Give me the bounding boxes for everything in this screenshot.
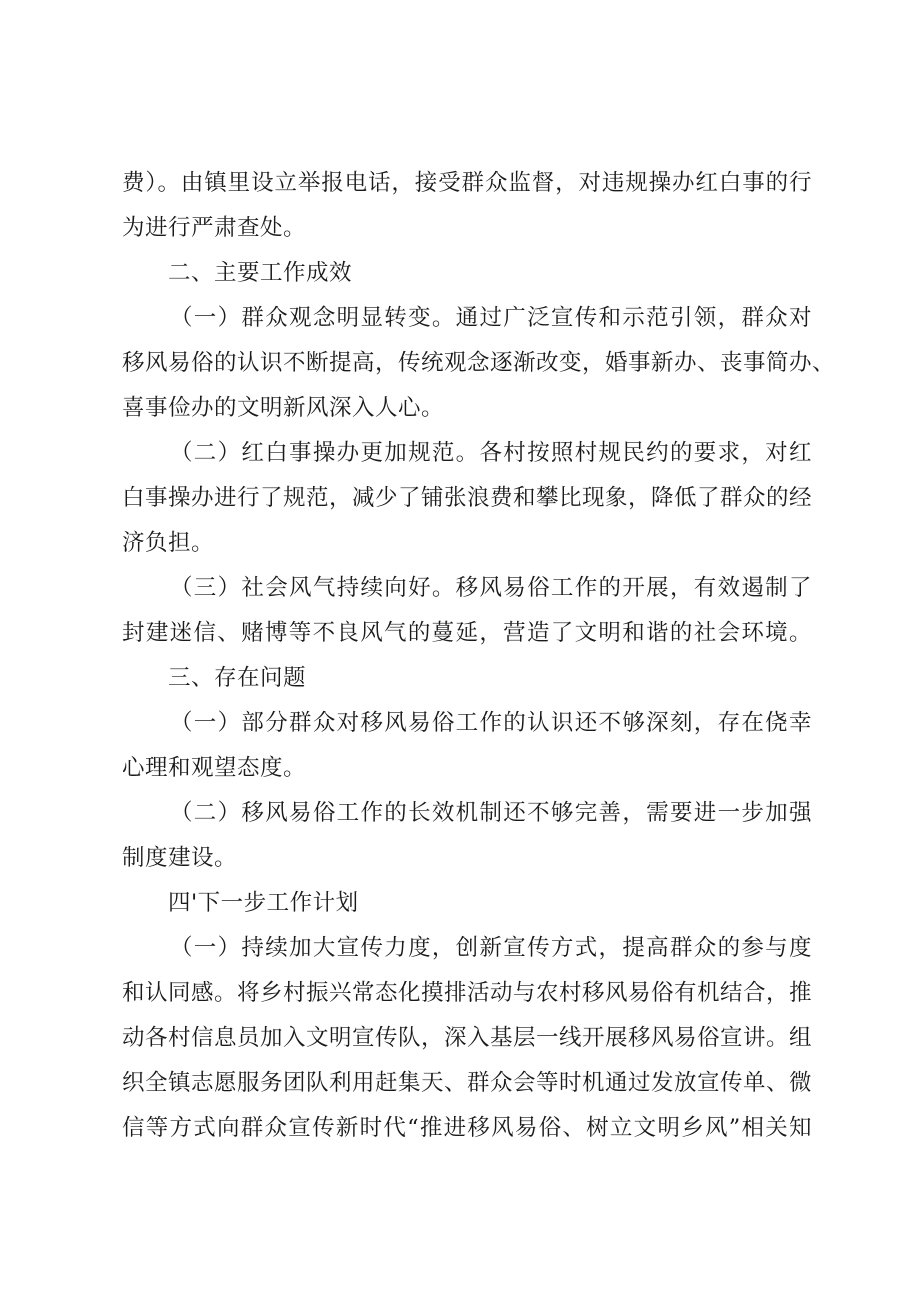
paragraph-line: 制度建设。 (122, 845, 238, 871)
paragraph-line: （一）群众观念明显转变。通过广泛宣传和示范引领，群众对 (170, 305, 812, 331)
paragraph-line: 白事操办进行了规范，减少了铺张浪费和攀比现象，降低了群众的经 (122, 485, 813, 511)
paragraph-line: 移风易俗的认识不断提高，传统观念逐渐改变，婚事新办、丧事简办、 (122, 350, 836, 376)
paragraph-line: 费）。由镇里设立举报电话，接受群众监督，对违规操办红白事的行 (122, 170, 812, 196)
paragraph-line: （一）持续加大宣传力度，创新宣传方式，提高群众的参与度 (170, 935, 812, 961)
paragraph-line: （一）部分群众对移风易俗工作的认识还不够深刻，存在侥幸 (170, 710, 812, 736)
paragraph-line: 和认同感。将乡村振兴常态化摸排活动与农村移风易俗有机结合，推 (122, 980, 813, 1006)
section-heading-next-steps: 四'下一步工作计划 (168, 890, 359, 916)
paragraph-line: 信等方式向群众宣传新时代“推进移风易俗、树立文明乡风”相关知 (122, 1115, 812, 1141)
paragraph-line: （二）红白事操办更加规范。各村按照村规民约的要求，对红 (170, 440, 812, 466)
paragraph-line: （三）社会风气持续向好。移风易俗工作的开展，有效遏制了 (170, 575, 812, 601)
paragraph-line: 心理和观望态度。 (122, 755, 307, 781)
paragraph-line: 为进行严肃查处。 (122, 215, 307, 241)
paragraph-line: 动各村信息员加入文明宣传队，深入基层一线开展移风易俗宣讲。组 (122, 1025, 813, 1051)
section-heading-problems: 三、存在问题 (168, 665, 307, 691)
paragraph-line: 织全镇志愿服务团队利用赶集天、群众会等时机通过发放宣传单、微 (122, 1070, 813, 1096)
paragraph-line: 封建迷信、赌博等不良风气的蔓延，营造了文明和谐的社会环境。 (122, 620, 812, 646)
paragraph-line: 济负担。 (122, 530, 215, 556)
section-heading-results: 二、主要工作成效 (168, 260, 353, 286)
paragraph-line: 喜事俭办的文明新风深入人心。 (122, 395, 445, 421)
paragraph-line: （二）移风易俗工作的长效机制还不够完善，需要进一步加强 (170, 800, 812, 826)
